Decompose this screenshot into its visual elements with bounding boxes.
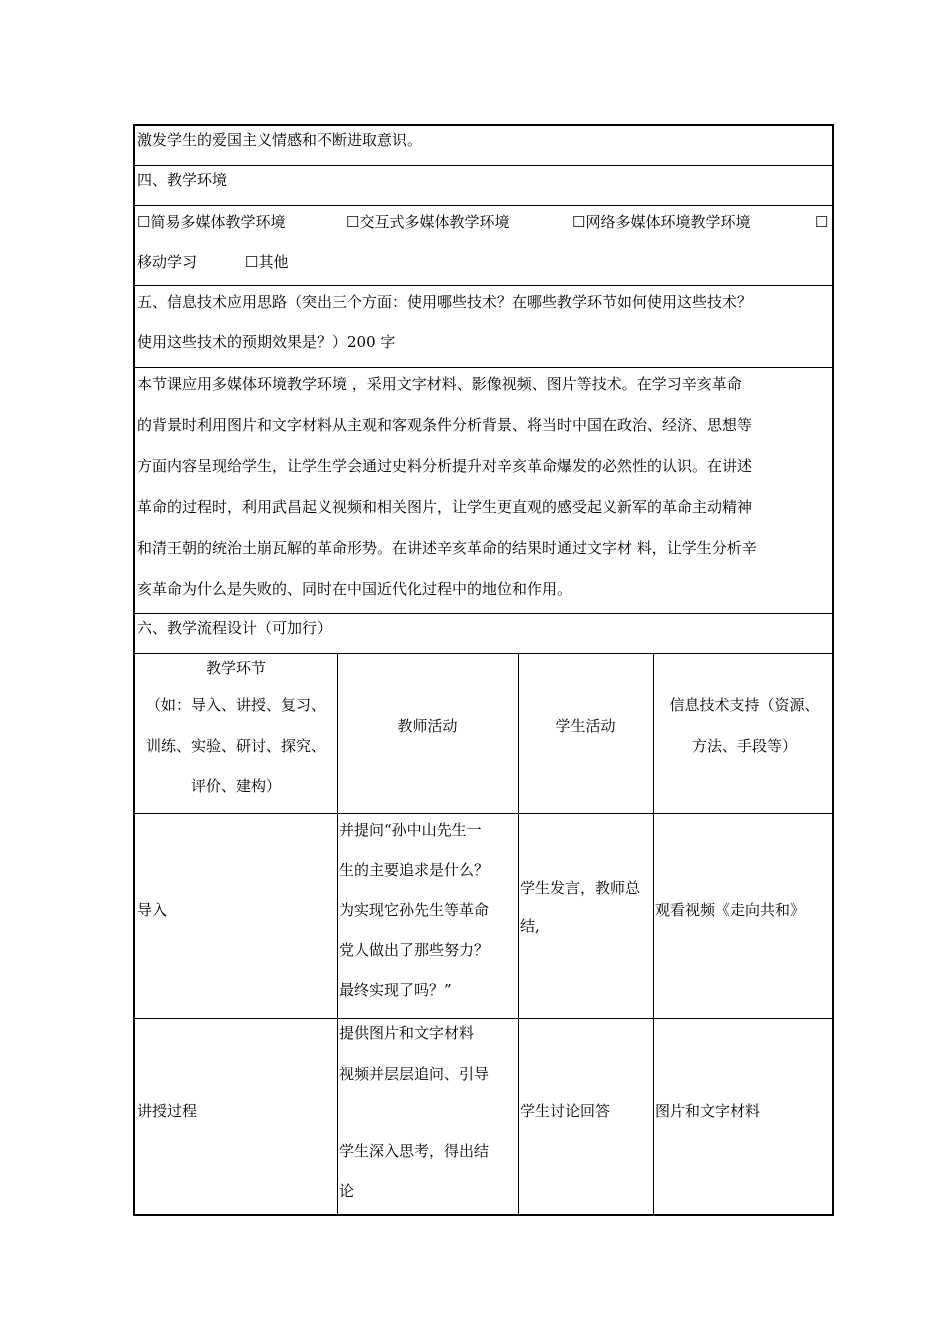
tech-support-cell: 观看视频《走向共和》	[655, 901, 806, 919]
env-option-mobile-checkbox[interactable]: ☐	[815, 213, 829, 231]
student-activity-line: 结,	[520, 917, 540, 935]
header-tech-support: 方法、手段等）	[691, 737, 797, 755]
env-option-interactive-multimedia[interactable]: ☐交互式多媒体教学环境	[346, 213, 510, 231]
stage-cell: 导入	[137, 901, 168, 919]
env-option-simple-multimedia[interactable]: ☐简易多媒体教学环境	[137, 213, 286, 231]
document-table	[133, 124, 834, 1216]
header-tech-support: 信息技术支持（资源、	[669, 696, 820, 714]
teacher-activity-line: 并提问“孙中山先生一	[339, 821, 482, 839]
column-divider	[337, 1019, 338, 1214]
teacher-activity-line: 最终实现了吗？”	[339, 981, 452, 999]
section4-title-row	[135, 166, 832, 206]
header-stage-hint: 训练、实验、研讨、探究、	[145, 737, 326, 755]
intro-row	[135, 126, 832, 166]
student-activity-cell: 学生讨论回答	[520, 1102, 611, 1120]
teacher-activity-line: 为实现它孙先生等革命	[339, 901, 490, 919]
column-divider	[653, 814, 654, 1018]
section5-body-line: 亥革命为什么是失败的、同时在中国近代化过程中的地位和作用。	[137, 580, 573, 598]
section6-title-row	[135, 614, 832, 654]
tech-support-cell: 图片和文字材料	[655, 1102, 761, 1120]
section5-body-line: 本节课应用多媒体环境教学环境 ，采用文字材料、影像视频、图片等技术。在学习辛亥革命	[137, 375, 742, 393]
section5-body-line: 和清王朝的统治土崩瓦解的革命形势。在讲述辛亥革命的结果时通过文字材 料，让学生分析辛	[137, 539, 757, 557]
intro-text: 激发学生的爱国主义情感和不断进取意识。	[137, 131, 423, 149]
table-row	[135, 1019, 832, 1214]
header-stage-title: 教学环节	[205, 659, 266, 677]
header-stage-hint: （如：导入、讲授、复习、	[145, 696, 326, 714]
section6-title: 六、教学流程设计（可加行）	[137, 619, 333, 637]
student-activity-line: 学生发言，教师总	[520, 879, 641, 897]
env-option-mobile-label: 移动学习	[137, 253, 198, 271]
section4-title: 四、教学环境	[137, 171, 228, 189]
section5-title-line1: 五、信息技术应用思路（突出三个方面：使用哪些技术？在哪些教学环节如何使用这些技术？	[137, 293, 753, 311]
teacher-activity-line: 提供图片和文字材料	[339, 1024, 475, 1042]
section5-body-row	[135, 368, 832, 614]
section5-title-line2: 使用这些技术的预期效果是？）200 字	[137, 333, 396, 351]
header-teacher-activity: 教师活动	[397, 717, 458, 735]
env-option-other[interactable]: ☐其他	[245, 253, 289, 271]
column-divider	[653, 654, 654, 813]
teacher-activity-line: 生的主要追求是什么？	[339, 861, 490, 879]
header-stage-hint: 评价、建构）	[190, 777, 281, 795]
flow-table-header-row	[135, 654, 832, 814]
teacher-activity-line: 学生深入思考，得出结	[339, 1142, 490, 1160]
env-options-row	[135, 206, 832, 286]
section5-body-line: 方面内容呈现给学生，让学生学会通过史料分析提升对辛亥革命爆发的必然性的认识。在讲述	[137, 457, 753, 475]
teacher-activity-line: 论	[339, 1182, 355, 1200]
section5-body-line: 革命的过程时，利用武昌起义视频和相关图片，让学生更直观的感受起义新军的革命主动精神	[137, 498, 753, 516]
section5-title-row	[135, 286, 832, 368]
header-student-activity: 学生活动	[555, 717, 616, 735]
section5-body-line: 的背景时利用图片和文字材料从主观和客观条件分析背景、将当时中国在政治、经济、思想等	[137, 416, 753, 434]
column-divider	[653, 1019, 654, 1214]
table-row	[135, 814, 832, 1019]
env-option-network-multimedia[interactable]: ☐网络多媒体环境教学环境	[572, 213, 751, 231]
column-divider	[518, 1019, 519, 1214]
stage-cell: 讲授过程	[137, 1102, 198, 1120]
teacher-activity-line: 党人做出了那些努力？	[339, 941, 490, 959]
teacher-activity-line: 视频并层层追问、引导	[339, 1065, 490, 1083]
column-divider	[518, 814, 519, 1018]
column-divider	[337, 814, 338, 1018]
